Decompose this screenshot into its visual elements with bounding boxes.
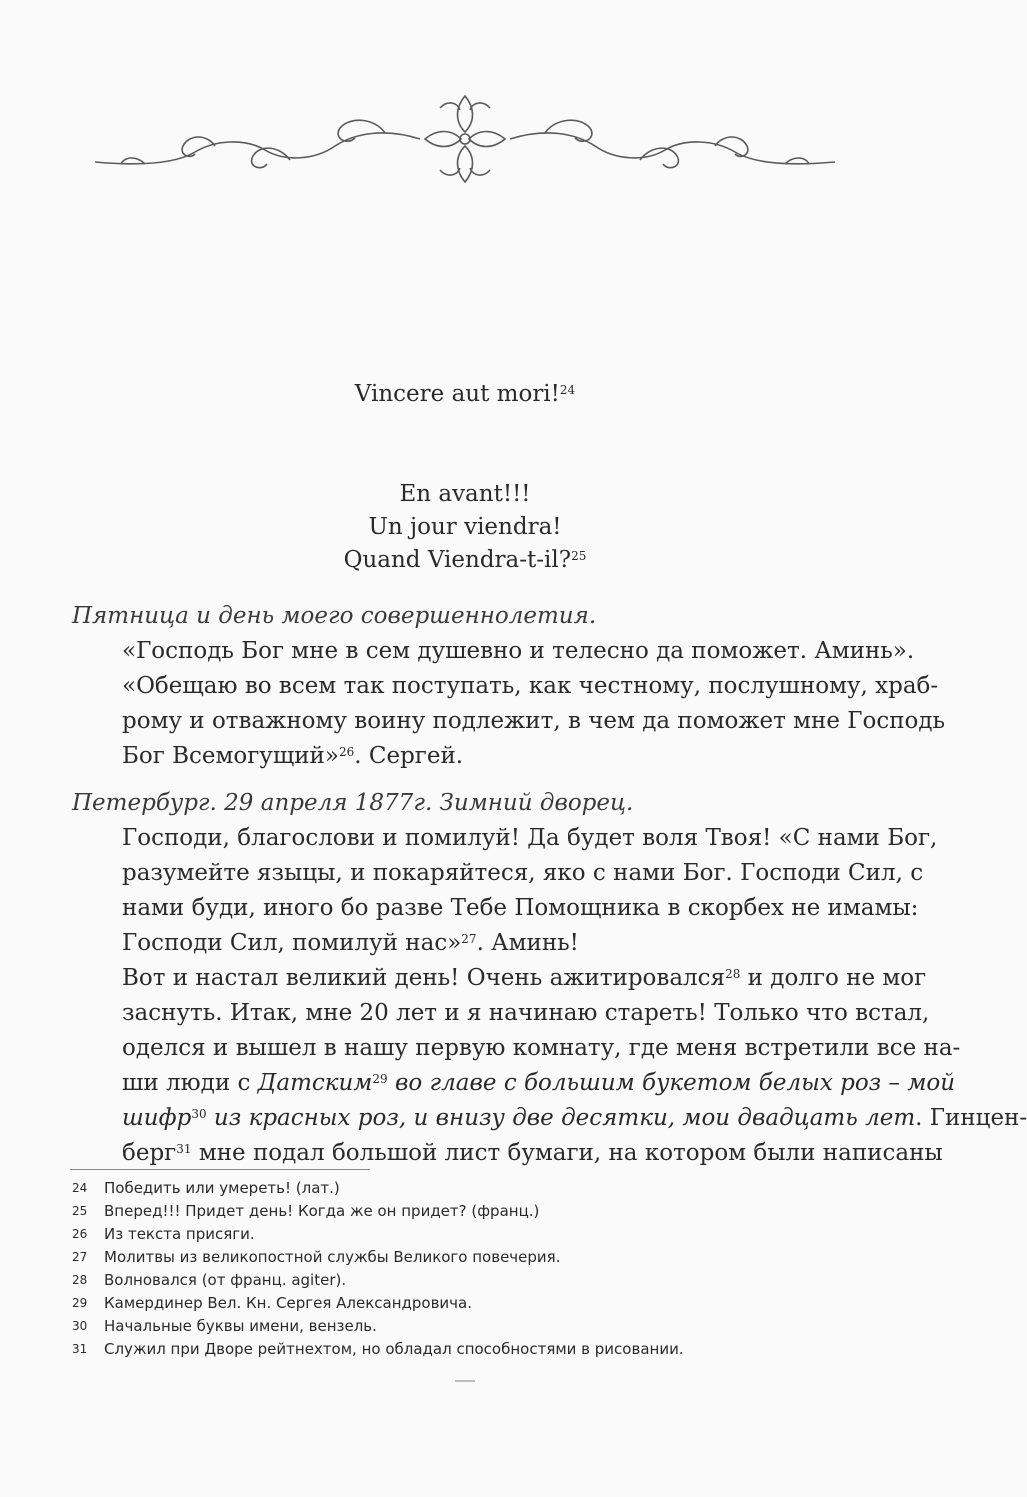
footnote-item: 27 Молитвы из великопостной службы Великого повечерия. <box>72 1248 561 1266</box>
text-line: шифр$^{30}$ из красных роз, и внизу две десятки, мои двадцать лет. Гинцен- <box>122 1105 1027 1131</box>
text-line: ши люди с Датским$^{29}$ во главе с большим букетом белых роз – мой <box>122 1070 956 1096</box>
text-line: нами буди, иного бо разве Тебе Помощника в скорбех не имамы: <box>122 895 919 921</box>
motto-text: Quand Viendra-t-il? <box>343 547 572 573</box>
motto-text: Vincere aut mori! <box>354 381 560 407</box>
footnote-item: 29 Камердинер Вел. Кн. Сергея Александровича. <box>72 1294 472 1312</box>
motto-text: Un jour viendra! <box>368 514 562 540</box>
footnote-ref: 29 <box>372 1072 388 1086</box>
footnotes <box>72 1177 832 1361</box>
entry-heading: Петербург. 29 апреля 1877г. Зимний дворец. <box>72 790 634 816</box>
text-line: берг$^{31}$ мне подал большой лист бумаги, на котором были написаны <box>122 1140 943 1166</box>
text-line: Господи, благослови и помилуй! Да будет воля Твоя! «С нами Бог, <box>122 825 938 851</box>
footnote-ref: 30 <box>191 1107 207 1121</box>
footnote-item: 25 Вперед!!! Придет день! Когда же он придет? (франц.) <box>72 1202 540 1220</box>
entry-paragraph <box>122 634 946 774</box>
footnote-divider <box>70 1169 370 1170</box>
footnote-item: 26 Из текста присяги. <box>72 1225 255 1243</box>
footnote-ref: 24 <box>559 383 576 397</box>
entry-heading: Пятница и день моего совершеннолетия. <box>72 603 597 629</box>
footnote-item: 31 Служил при Дворе рейтнехтом, но обладал способностями в рисовании. <box>72 1340 684 1358</box>
footnote-item: 28 Волновался (от франц. agiter). <box>72 1271 347 1289</box>
entry-paragraph <box>122 821 1027 1171</box>
footnote-ref: 25 <box>571 549 587 563</box>
text-line: «Обещаю во всем так поступать, как честному, послушному, храб- <box>122 673 939 699</box>
footnote-ref: 28 <box>725 967 741 981</box>
text-line: «Господь Бог мне в сем душевно и телесно да поможет. Аминь». <box>122 638 915 664</box>
footnote-ref: 31 <box>176 1142 192 1156</box>
footnote-item: 30 Начальные буквы имени, вензель. <box>72 1317 377 1335</box>
text-line: разумейте языцы, и покаряйтеся, яко с нами Бог. Господи Сил, с <box>122 860 924 886</box>
text-line: Господи Сил, помилуй нас»$^{27}$. Аминь! <box>122 930 579 956</box>
ornament-header <box>85 88 845 190</box>
text-line: рому и отважному воину подлежит, в чем да поможет мне Господь <box>122 708 946 734</box>
motto-line <box>0 378 930 411</box>
footnote-ref: 27 <box>461 932 477 946</box>
motto-text: En avant!!! <box>399 481 531 507</box>
text-line: Бог Всемогущий»$^{26}$. Сергей. <box>122 743 464 769</box>
motto-line <box>0 478 930 511</box>
motto-line <box>0 511 930 544</box>
text-line: Вот и настал великий день! Очень ажитировался$^{28}$ и долго не мог <box>122 965 927 991</box>
text-line: заснуть. Итак, мне 20 лет и я начинаю стареть! Только что встал, <box>122 1000 930 1026</box>
motto-line <box>0 544 930 577</box>
footnote-ref: 26 <box>338 745 355 759</box>
page-mark <box>455 1380 475 1382</box>
text-line: оделся и вышел в нашу первую комнату, где меня встретили все на- <box>122 1035 961 1061</box>
footnote-item: 24 Победить или умереть! (лат.) <box>72 1179 340 1197</box>
